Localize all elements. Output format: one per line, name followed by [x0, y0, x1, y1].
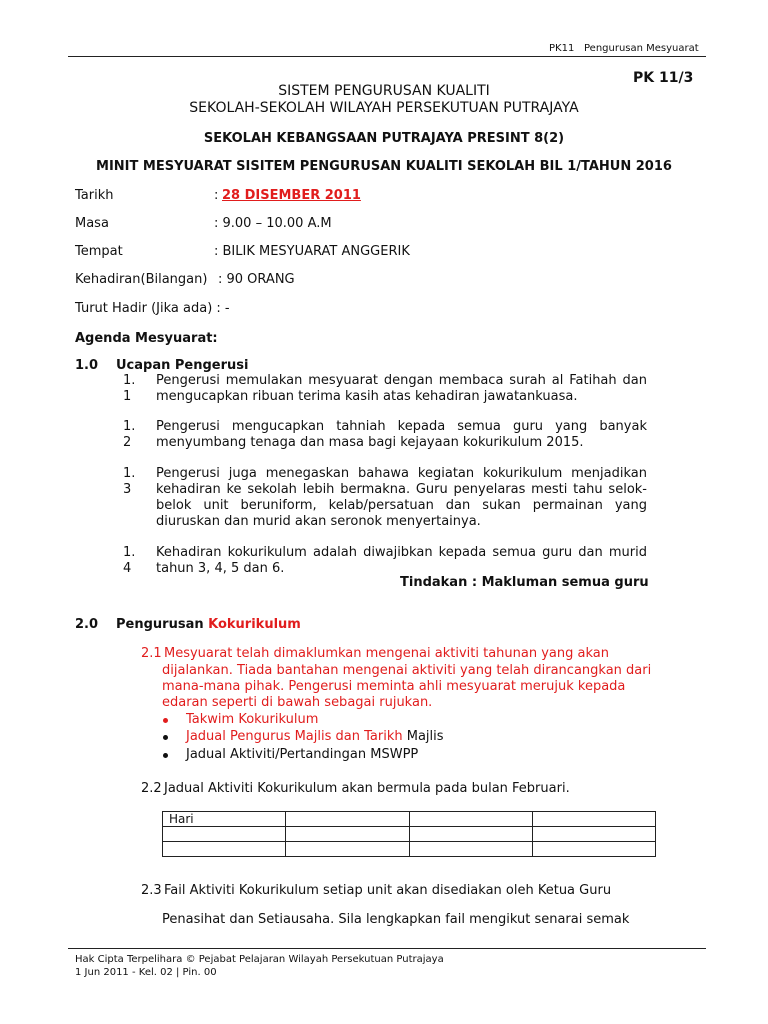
para-2-3-number: 2.3 — [141, 883, 162, 898]
bullet-marker — [163, 735, 168, 740]
item-1-2-number-b: 2 — [123, 435, 132, 450]
table-row — [163, 827, 656, 842]
title-school-name: SEKOLAH KEBANGSAAN PUTRAJAYA PRESINT 8(2) — [203, 131, 565, 146]
item-1-3-line: diuruskan dan murid akan seronok menyertainya. — [156, 514, 481, 529]
meta-place-label: Tempat — [75, 244, 123, 259]
meta-time-label: Masa — [75, 216, 109, 231]
meta-also-present: Turut Hadir (Jika ada) : - — [75, 301, 230, 316]
footer-copyright: Hak Cipta Terpelihara © Pejabat Pelajaran Wilayah Persekutuan Putrajaya — [75, 954, 444, 965]
section2-number: 2.0 — [75, 617, 99, 632]
bullet-item-jadual-pengurus — [186, 729, 444, 744]
bullet-text: Jadual Aktiviti/Pertandingan MSWPP — [186, 747, 419, 762]
bullet-marker — [163, 753, 168, 758]
table-cell — [532, 842, 655, 857]
item-1-4-number-a: 1. — [123, 545, 136, 560]
para-2-1-line: dijalankan. Tiada bantahan mengenai aktiviti yang telah dirancangkan dari — [162, 663, 652, 678]
item-1-3-number-b: 3 — [123, 482, 132, 497]
header-rule — [68, 56, 706, 57]
meta-time-value: : 9.00 – 10.00 A.M — [214, 216, 332, 231]
header-title: Pengurusan Mesyuarat — [584, 43, 699, 54]
meta-date-label: Tarikh — [75, 188, 114, 203]
item-1-4-number-b: 4 — [123, 561, 132, 576]
table-cell — [409, 812, 532, 827]
title-system: SISTEM PENGURUSAN KUALITI — [278, 83, 490, 99]
item-1-1-number-a: 1. — [123, 373, 136, 388]
item-1-3-line: kehadiran ke sekolah lebih bermakna. Guru penyelaras mesti tahu selok- — [156, 482, 647, 497]
table-cell — [286, 827, 409, 842]
bullet-text-red: Jadual Pengurus Majlis dan Tarikh — [186, 729, 403, 744]
bullet-item-jadual-aktiviti — [186, 747, 418, 762]
meta-attendance-label: Kehadiran(Bilangan) — [75, 272, 208, 287]
item-1-2-number-a: 1. — [123, 419, 136, 434]
para-2-1-number: 2.1 — [141, 646, 162, 661]
footer-rule — [68, 948, 706, 949]
title-minutes: MINIT MESYUARAT SISITEM PENGURUSAN KUALITI SEKOLAH BIL 1/TAHUN 2016 — [96, 159, 672, 174]
item-1-1-line: mengucapkan ribuan terima kasih atas kehadiran jawatankuasa. — [156, 389, 578, 404]
section1-title: Ucapan Pengerusi — [116, 358, 249, 373]
form-number: PK 11/3 — [633, 70, 694, 86]
item-1-4-line: Kehadiran kokurikulum adalah diwajibkan kepada semua guru dan murid — [156, 545, 647, 560]
item-1-3-line: Pengerusi juga menegaskan bahawa kegiatan kokurikulum menjadikan — [156, 466, 647, 481]
para-2-2-number: 2.2 — [141, 781, 162, 796]
bullet-item-takwim — [186, 712, 318, 727]
section2-title — [116, 617, 301, 632]
para-2-2-text: Jadual Aktiviti Kokurikulum akan bermula pada bulan Februari. — [164, 781, 570, 796]
meta-date-colon: : — [214, 188, 219, 203]
table-cell — [163, 827, 286, 842]
item-1-1-line: Pengerusi memulakan mesyuarat dengan membaca surah al Fatihah dan — [156, 373, 647, 388]
agenda-title: Agenda Mesyuarat: — [75, 331, 218, 346]
item-1-1-number-b: 1 — [123, 389, 132, 404]
section1-number: 1.0 — [75, 358, 99, 373]
bullet-text-red: Takwim Kokurikulum — [186, 712, 319, 727]
para-2-3-line: Penasihat dan Setiausaha. Sila lengkapkan fail mengikut senarai semak — [162, 912, 630, 927]
table-cell-hari: Hari — [163, 812, 286, 827]
footer-version: 1 Jun 2011 - Kel. 02 | Pin. 00 — [75, 967, 217, 978]
table-cell — [532, 812, 655, 827]
item-1-3-line: belok unit beruniform, kelab/persatuan dan sukan permainan yang — [156, 498, 647, 513]
meta-place-value: : BILIK MESYUARAT ANGGERIK — [214, 244, 410, 259]
bullet-marker — [163, 718, 168, 723]
section2-title-highlight: Kokurikulum — [208, 617, 301, 632]
para-2-1-line: edaran seperti di bawah sebagai rujukan. — [162, 695, 433, 710]
section2-title-text: Pengurusan — [116, 617, 204, 632]
meta-date-value: 28 DISEMBER 2011 — [222, 188, 361, 203]
item-1-4-line: tahun 3, 4, 5 dan 6. — [156, 561, 285, 576]
table-row — [163, 812, 656, 827]
section1-action: Tindakan : Makluman semua guru — [400, 575, 649, 590]
item-1-3-number-a: 1. — [123, 466, 136, 481]
table-row — [163, 842, 656, 857]
para-2-1-line: mana-mana pihak. Pengerusi meminta ahli mesyuarat merujuk kepada — [162, 679, 626, 694]
activity-schedule-table — [162, 811, 656, 857]
header-code: PK11 — [549, 43, 575, 54]
table-cell — [409, 842, 532, 857]
item-1-2-line: menyumbang tenaga dan masa bagi kejayaan kokurikulum 2015. — [156, 435, 584, 450]
table-cell — [286, 842, 409, 857]
meta-attendance-value: : 90 ORANG — [218, 272, 295, 287]
title-schools: SEKOLAH-SEKOLAH WILAYAH PERSEKUTUAN PUTRAJAYA — [189, 100, 579, 116]
table-cell — [163, 842, 286, 857]
table-cell — [532, 827, 655, 842]
para-2-1-line: Mesyuarat telah dimaklumkan mengenai aktiviti tahunan yang akan — [164, 646, 609, 661]
table-cell — [409, 827, 532, 842]
item-1-2-line: Pengerusi mengucapkan tahniah kepada semua guru yang banyak — [156, 419, 647, 434]
bullet-text: Majlis — [402, 729, 444, 744]
table-cell — [286, 812, 409, 827]
para-2-3-line: Fail Aktiviti Kokurikulum setiap unit akan disediakan oleh Ketua Guru — [164, 883, 612, 898]
